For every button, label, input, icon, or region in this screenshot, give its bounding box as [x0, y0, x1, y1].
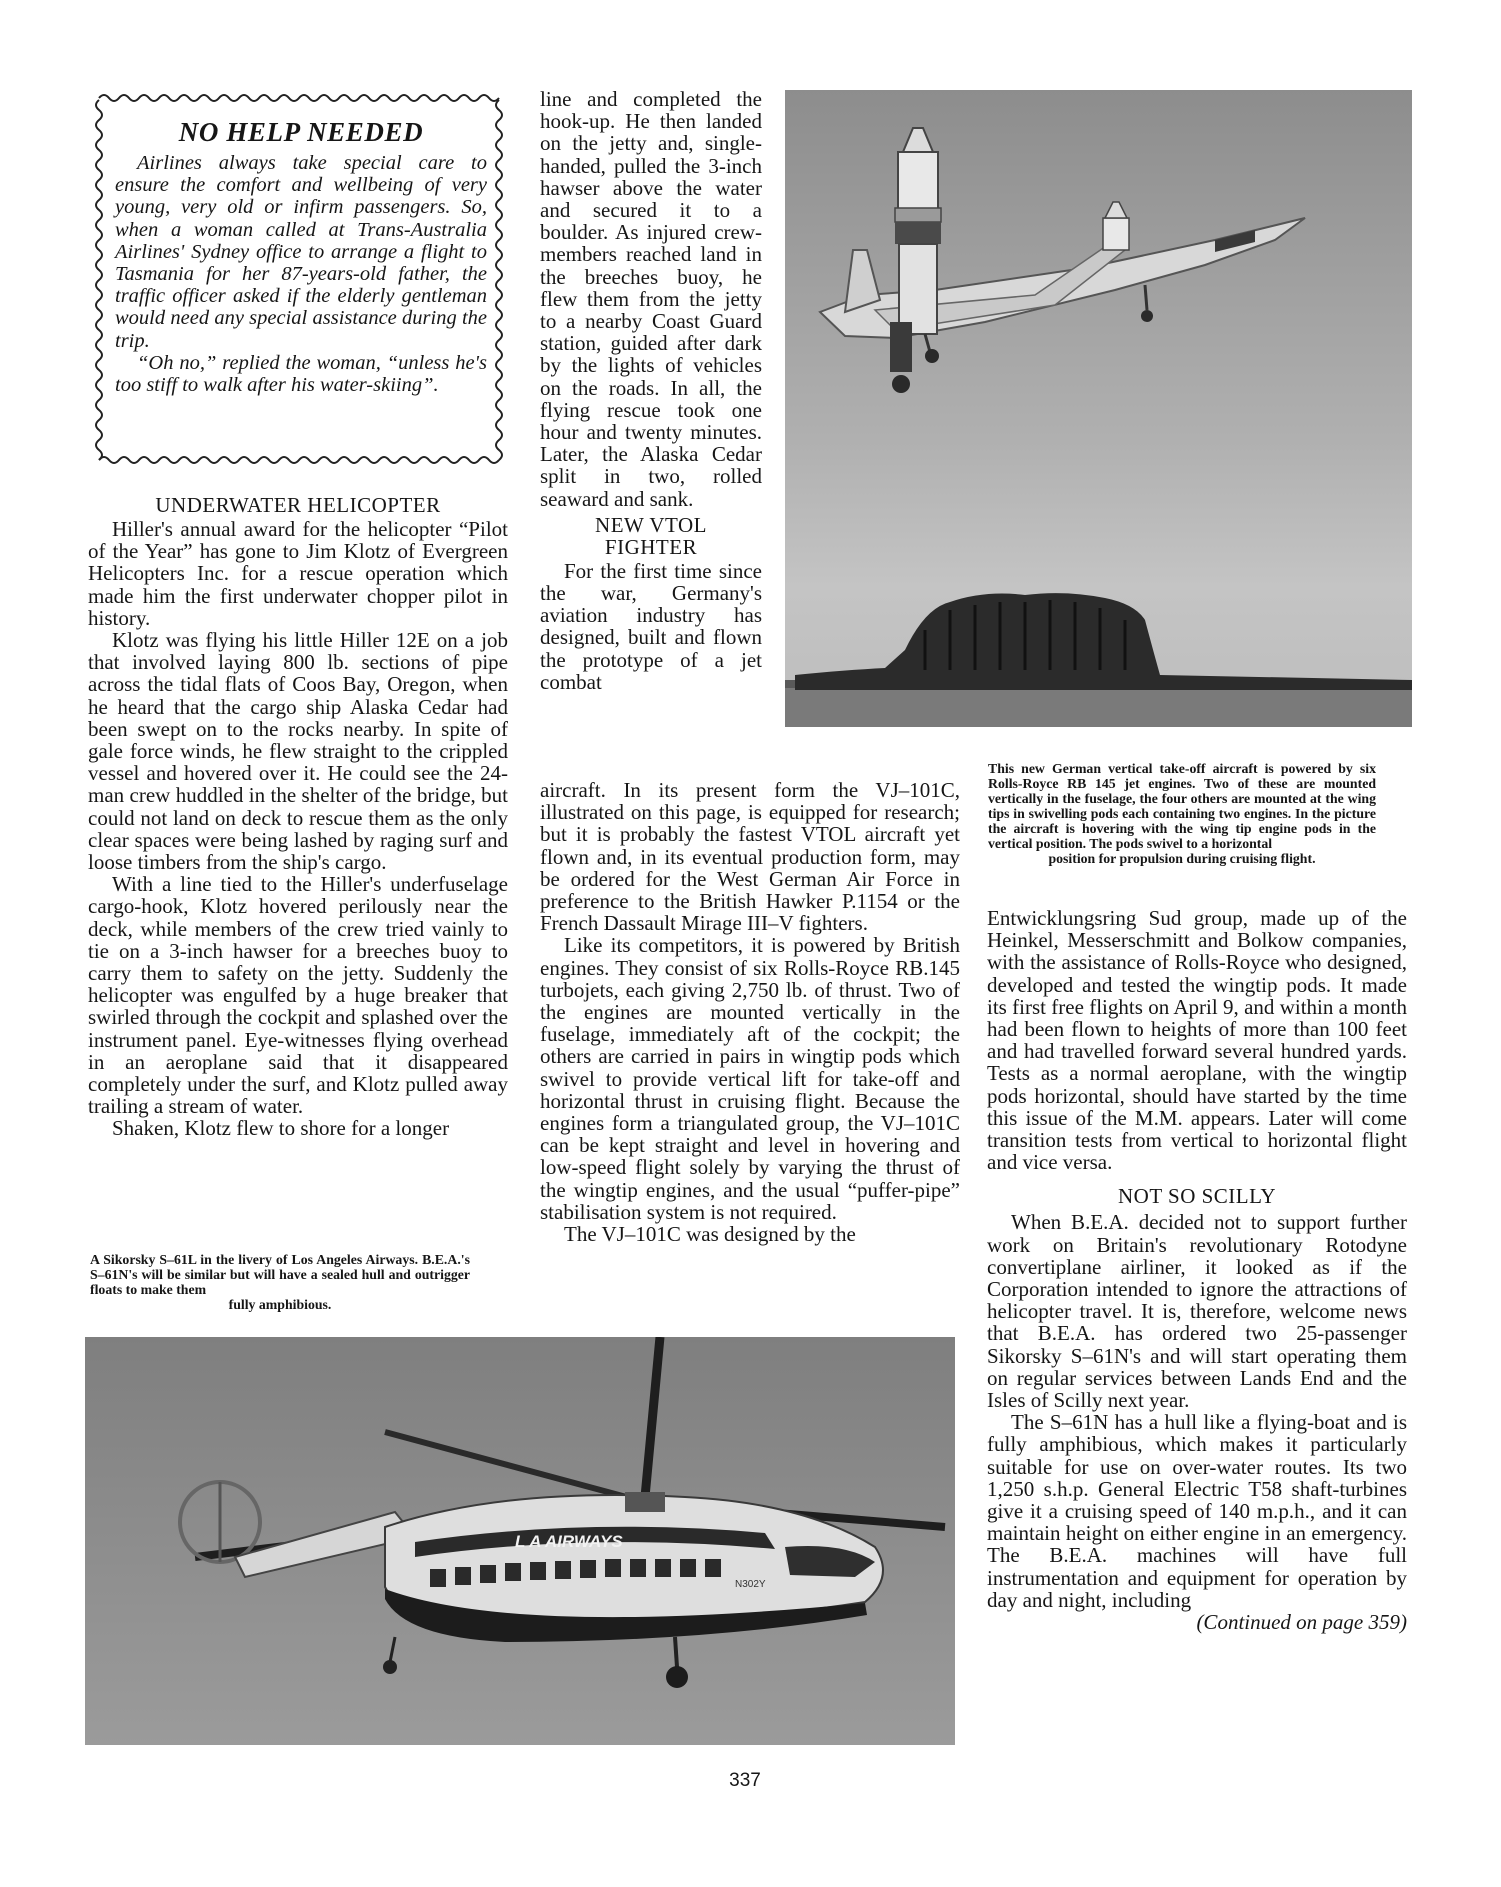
section-heading: NEW VTOL FIGHTER [595, 512, 707, 559]
vtol-aircraft-photo [785, 90, 1412, 727]
caption-text: position for propulsion during cruising flight. [1048, 851, 1316, 866]
section-heading: UNDERWATER HELICOPTER [155, 493, 441, 517]
caption-text: This new German vertical take-off aircraft is powered by six Rolls-Royce RB 145 jet engines. Two of these are mounted vertically in the fuselage, the four others are mounted at the wing tips in swivelling pods each containing two engines. In the picture the aircraft is hovering with the wing tip engine pods in the vertical position. The pods swivel to a horizontal [988, 761, 1376, 851]
paragraph: aircraft. In its present form the VJ–101C, illustrated on this page, is equipped for research; but it is probably the fastest VTOL aircraft yet flown and, in its eventual production form, may be ordered for the West German Air Force in preference to the British Hawker P.1154 or the French Dassault Mirage III–V fighters. [540, 778, 960, 936]
paragraph: When B.E.A. decided not to support further work on Britain's revolutionary Rotodyne convertiplane airliner, it looked as if the Corporation intended to ignore the attractions of helicopter travel. It is, therefore, welcome news that B.E.A. has ordered two 25-passenger Sikorsky S–61N's and will start operating them on regular services between Lands End and the Isles of Scilly next year. [987, 1210, 1407, 1413]
sikorsky-caption [90, 1252, 470, 1312]
article-underwater-helicopter [88, 488, 508, 1140]
sikorsky-helicopter-photo [85, 1337, 955, 1745]
article-vtol-fighter-continued [987, 907, 1407, 1633]
paragraph: With a line tied to the Hiller's underfuselage cargo-hook, Klotz hovered perilously near the deck, while members of the crew tried vainly to tie on a 3-inch hawser for a breeches buoy to carry them to safety on the jetty. Suddenly the helicopter was engulfed by a huge breaker that swirled through the cockpit and splashed over the instrument panel. Eye-witnesses flying overhead in an aeroplane said that it disappeared completely under the surf, and Klotz pulled away trailing a stream of water. [88, 872, 508, 1119]
paragraph: Klotz was flying his little Hiller 12E on a job that involved laying 800 lb. sections of pipe across the tidal flats of Coos Bay, Oregon, when he heard that the cargo ship Alaska Cedar had been swept on to the rocks nearby. In spite of gale force winds, he flew straight to the crippled vessel and hovered over it. He could see the 24-man crew huddled in the shelter of the bridge, but could not land on deck to rescue them as the only clear spaces were being lashed by raging surf and loose timbers from the ship's cargo. [88, 628, 508, 875]
paragraph: Hiller's annual award for the helicopter “Pilot of the Year” has gone to Jim Klotz of Evergreen Helicopters Inc. for a rescue operation which made him the first underwater chopper pilot in history. [88, 517, 508, 630]
page-number: 337 [729, 1770, 761, 1791]
article-underwater-helicopter-continued [540, 88, 762, 693]
box-paragraph: “Oh no,” replied the woman, “unless he's too stiff to walk after his water-skiing”. [115, 351, 487, 397]
section-heading: NOT SO SCILLY [1117, 1184, 1277, 1209]
registration-lettering: N302Y [735, 1579, 766, 1590]
sidebar-box [93, 92, 505, 468]
caption-text: fully amphibious. [228, 1297, 332, 1312]
continued-note: (Continued on page 359) [1196, 1610, 1407, 1635]
paragraph: line and completed the hook-up. He then landed on the jetty and, single-handed, pulled the 3-inch hawser above the water and secured it to a boulder. As injured crew-members reached land in the breeches buoy, he flew them from the jetty to a nearby Coast Guard station, guided after dark by the lights of vehicles on the roads. In all, the flying rescue took one hour and twenty minutes. Later, the Alaska Cedar split in two, rolled seaward and sank. [540, 87, 762, 511]
paragraph: The S–61N has a hull like a flying-boat and is fully amphibious, which makes it particularly suitable for use on over-water routes. Its two 1,250 s.h.p. General Electric T58 shaft-turbines give it a cruising speed of 140 m.p.h., and it can maintain height on either engine in an emergency. The B.E.A. machines will have full instrumentation and equipment for operation by day and night, including [987, 1410, 1407, 1612]
box-title: NO HELP NEEDED [178, 117, 424, 147]
paragraph: The VJ–101C was designed by the [564, 1222, 856, 1247]
fuselage-lettering: L A AIRWAYS [515, 1532, 623, 1551]
article-vtol-fighter [540, 779, 960, 1245]
paragraph: For the first time since the war, Germany's aviation industry has designed, built and flown the prototype of a jet combat [540, 558, 762, 694]
box-paragraph: Airlines always take special care to ensure the comfort and wellbeing of very young, very old or infirm passengers. So, when a woman called at Trans-Australia Airlines' Sydney office to arrange a flight to Tasmania for her 87-years-old father, the traffic officer asked if the elderly gentleman would need any special assistance during the trip. [115, 152, 487, 352]
vtol-caption [988, 761, 1376, 866]
paragraph: Entwicklungsring Sud group, made up of the Heinkel, Messerschmitt and Bolkow companies, with the assistance of Rolls-Royce who designed, developed and tested the wingtip pods. It made its first free flights on April 9, and within a month had been flown to heights of more than 100 feet and had travelled forward several hundred yards. Tests as a normal aeroplane, with the wingtip pods horizontal, should have started by the time this issue of the M.M. appears. Later will come transition tests from vertical to horizontal flight and vice versa. [987, 906, 1407, 1175]
caption-text: A Sikorsky S–61L in the livery of Los Angeles Airways. B.E.A.'s S–61N's will be similar but will have a sealed hull and outrigger floats to make them [90, 1252, 470, 1297]
paragraph: Shaken, Klotz flew to shore for a longer [112, 1116, 450, 1141]
paragraph: Like its competitors, it is powered by British engines. They consist of six Rolls-Royce RB.145 turbojets, each giving 2,750 lb. of thrust. Two of the engines are mounted vertically in the fuselage, immediately aft of the cockpit; the others are carried in pairs in wingtip pods which swivel to provide vertical lift for take-off and horizontal thrust in cruising flight. Because the engines form a triangulated group, the VJ–101C can be kept straight and level in hovering and low-speed flight solely by varying the thrust of the wingtip engines, and the usual “puffer-pipe” stabilisation system is not required. [540, 933, 960, 1224]
